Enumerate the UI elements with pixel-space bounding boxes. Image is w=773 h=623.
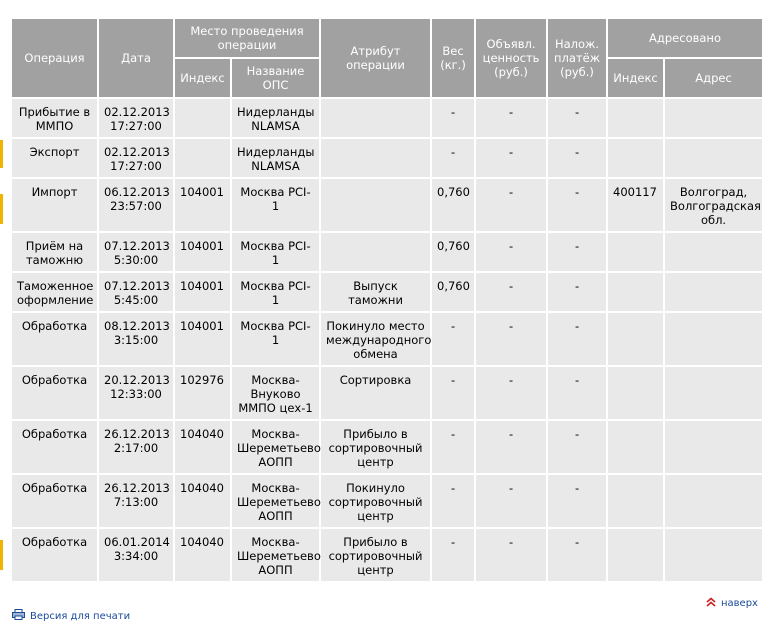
header-attribute: Атрибут операции: [320, 18, 431, 98]
cell-addr-address: [664, 232, 763, 272]
cell-attribute: Прибыло в сортировочный центр: [320, 420, 431, 474]
cell-addr-address: [664, 420, 763, 474]
cell-addr-index: [607, 98, 664, 138]
header-cod: Налож. платёж (руб.): [547, 18, 607, 98]
cell-weight: -: [431, 528, 475, 582]
cell-addr-address: [664, 138, 763, 178]
edge-marker: [0, 540, 3, 570]
edge-marker: [0, 194, 3, 224]
cell-addr-address: [664, 272, 763, 312]
cell-place-name: Москва PCI-1: [231, 178, 320, 232]
cell-cod: -: [547, 312, 607, 366]
cell-operation: Импорт: [11, 178, 98, 232]
cell-date: 02.12.2013 17:27:00: [98, 98, 174, 138]
cell-place-name: Нидерланды NLAMSA: [231, 138, 320, 178]
cell-declared-value: -: [475, 528, 547, 582]
cell-addr-index: [607, 272, 664, 312]
cell-operation: Обработка: [11, 528, 98, 582]
cell-date: 07.12.2013 5:45:00: [98, 272, 174, 312]
cell-declared-value: -: [475, 312, 547, 366]
cell-cod: -: [547, 420, 607, 474]
cell-declared-value: -: [475, 178, 547, 232]
printer-icon: [12, 609, 25, 623]
table-row: [11, 312, 763, 366]
cell-cod: -: [547, 272, 607, 312]
cell-addr-index: [607, 420, 664, 474]
cell-weight: 0,760: [431, 178, 475, 232]
cell-cod: -: [547, 178, 607, 232]
cell-place-name: Москва-Шереметьево АОПП: [231, 474, 320, 528]
cell-attribute: Покинуло место международного обмена: [320, 312, 431, 366]
cell-place-index: 104040: [174, 528, 231, 582]
cell-place-name: Москва PCI-1: [231, 272, 320, 312]
cell-attribute: [320, 232, 431, 272]
cell-place-name: Москва-Шереметьево АОПП: [231, 528, 320, 582]
table-row: [11, 232, 763, 272]
cell-date: 20.12.2013 12:33:00: [98, 366, 174, 420]
cell-cod: -: [547, 366, 607, 420]
cell-place-index: 102976: [174, 366, 231, 420]
print-version-label: Версия для печати: [30, 610, 131, 622]
cell-place-index: 104040: [174, 474, 231, 528]
header-place-index: Индекс: [174, 58, 231, 98]
cell-addr-address: [664, 366, 763, 420]
cell-addr-index: [607, 312, 664, 366]
cell-place-index: 104001: [174, 178, 231, 232]
cell-weight: 0,760: [431, 272, 475, 312]
cell-operation: Обработка: [11, 366, 98, 420]
table-row: [11, 138, 763, 178]
header-date: Дата: [98, 18, 174, 98]
cell-cod: -: [547, 138, 607, 178]
cell-place-index: [174, 138, 231, 178]
table-row: [11, 272, 763, 312]
cell-cod: -: [547, 98, 607, 138]
cell-addr-index: [607, 138, 664, 178]
cell-addr-index: [607, 232, 664, 272]
cell-weight: -: [431, 138, 475, 178]
header-operation: Операция: [11, 18, 98, 98]
cell-place-index: 104001: [174, 232, 231, 272]
cell-date: 26.12.2013 2:17:00: [98, 420, 174, 474]
cell-addr-index: [607, 366, 664, 420]
cell-operation: Обработка: [11, 474, 98, 528]
cell-declared-value: -: [475, 272, 547, 312]
header-weight: Вес (кг.): [431, 18, 475, 98]
back-to-top-label: наверх: [721, 598, 758, 609]
header-addressed: Адресовано: [607, 18, 763, 58]
header-place: Место проведения операции: [174, 18, 320, 58]
cell-place-index: 104040: [174, 420, 231, 474]
table-row: [11, 98, 763, 138]
cell-weight: -: [431, 98, 475, 138]
cell-cod: -: [547, 528, 607, 582]
tracking-history-table: [10, 17, 764, 583]
cell-place-name: Нидерланды NLAMSA: [231, 98, 320, 138]
cell-date: 06.01.2014 3:34:00: [98, 528, 174, 582]
cell-addr-index: [607, 528, 664, 582]
cell-declared-value: -: [475, 98, 547, 138]
cell-declared-value: -: [475, 232, 547, 272]
cell-place-name: Москва PCI-1: [231, 312, 320, 366]
cell-addr-address: [664, 528, 763, 582]
cell-weight: -: [431, 366, 475, 420]
cell-weight: -: [431, 312, 475, 366]
cell-operation: Таможенное оформление: [11, 272, 98, 312]
cell-date: 07.12.2013 5:30:00: [98, 232, 174, 272]
cell-weight: 0,760: [431, 232, 475, 272]
cell-declared-value: -: [475, 420, 547, 474]
cell-place-index: [174, 98, 231, 138]
header-addr-index: Индекс: [607, 58, 664, 98]
cell-addr-address: [664, 98, 763, 138]
table-row: [11, 420, 763, 474]
cell-date: 08.12.2013 3:15:00: [98, 312, 174, 366]
cell-addr-address: [664, 312, 763, 366]
cell-declared-value: -: [475, 474, 547, 528]
cell-operation: Прибытие в ММПО: [11, 98, 98, 138]
cell-cod: -: [547, 474, 607, 528]
cell-place-index: 104001: [174, 272, 231, 312]
header-declared-value: Объявл. ценность (руб.): [475, 18, 547, 98]
table-row: [11, 528, 763, 582]
cell-place-name: Москва-Внуково ММПО цех-1: [231, 366, 320, 420]
cell-operation: Обработка: [11, 420, 98, 474]
cell-place-name: Москва-Шереметьево АОПП: [231, 420, 320, 474]
cell-addr-index: [607, 474, 664, 528]
header-addr-address: Адрес: [664, 58, 763, 98]
table-row: [11, 178, 763, 232]
cell-operation: Экспорт: [11, 138, 98, 178]
cell-addr-address: [664, 474, 763, 528]
cell-attribute: Прибыло в сортировочный центр: [320, 528, 431, 582]
cell-place-name: Москва PCI-1: [231, 232, 320, 272]
cell-addr-address: Волгоград, Волгоградская обл.: [664, 178, 763, 232]
cell-operation: Обработка: [11, 312, 98, 366]
cell-attribute: [320, 138, 431, 178]
table-row: [11, 366, 763, 420]
cell-attribute: [320, 98, 431, 138]
cell-attribute: Выпуск таможни: [320, 272, 431, 312]
print-version-link[interactable]: [12, 609, 130, 623]
double-chevron-up-icon: [706, 597, 716, 610]
header-place-name: Название ОПС: [231, 58, 320, 98]
cell-date: 06.12.2013 23:57:00: [98, 178, 174, 232]
cell-date: 26.12.2013 7:13:00: [98, 474, 174, 528]
cell-weight: -: [431, 474, 475, 528]
cell-attribute: Сортировка: [320, 366, 431, 420]
cell-weight: -: [431, 420, 475, 474]
cell-place-index: 104001: [174, 312, 231, 366]
edge-marker: [0, 140, 3, 168]
back-to-top-link[interactable]: [706, 597, 758, 610]
cell-declared-value: -: [475, 366, 547, 420]
cell-operation: Приём на таможню: [11, 232, 98, 272]
table-row: [11, 474, 763, 528]
cell-attribute: [320, 178, 431, 232]
cell-date: 02.12.2013 17:27:00: [98, 138, 174, 178]
cell-declared-value: -: [475, 138, 547, 178]
cell-cod: -: [547, 232, 607, 272]
cell-addr-index: 400117: [607, 178, 664, 232]
cell-attribute: Покинуло сортировочный центр: [320, 474, 431, 528]
